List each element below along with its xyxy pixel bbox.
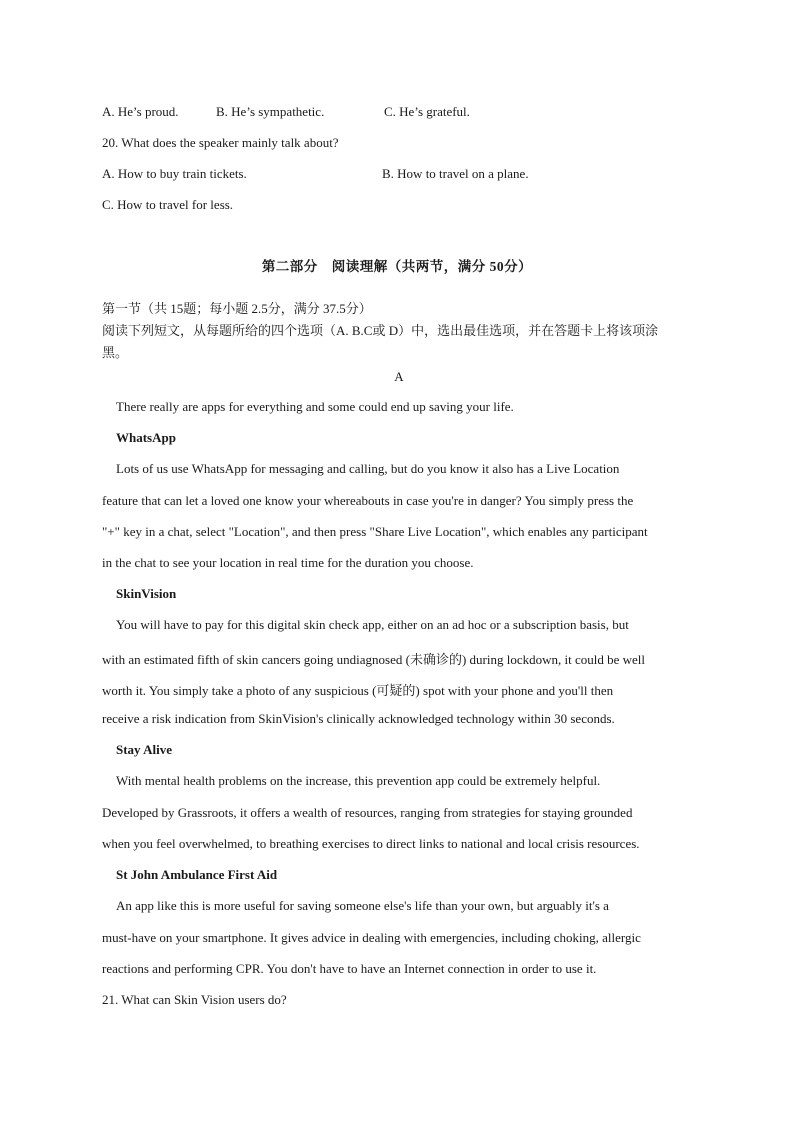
whatsapp-line: feature that can let a loved one know your whereabouts in case you're in danger? You simply press the	[102, 493, 634, 508]
stayalive-line: when you feel overwhelmed, to breathing exercises to direct links to national and local crisis resources.	[102, 836, 640, 851]
q19-option-a: A. He’s proud.	[102, 104, 179, 119]
q19-option-c: C. He’s grateful.	[384, 104, 470, 119]
skinvision-line: receive a risk indication from SkinVision's clinically acknowledged technology within 30 seconds.	[102, 711, 615, 726]
q20-option-a: A. How to buy train tickets.	[102, 166, 247, 181]
passage-label: A	[394, 369, 404, 384]
q20-option-b: B. How to travel on a plane.	[382, 166, 529, 181]
stjohn-line: reactions and performing CPR. You don't have to have an Internet connection in order to use it.	[102, 961, 597, 976]
instruction-line-1: 阅读下列短文，从每题所给的四个选项（A. B.C或 D）中，选出最佳选项，并在答题卡上将该项涂	[102, 323, 659, 338]
skinvision-line: You will have to pay for this digital skin check app, either on an ad hoc or a subscription basis, but	[116, 617, 629, 632]
whatsapp-line: "+" key in a chat, select "Location", and then press "Share Live Location", which enables any participant	[102, 524, 648, 539]
skinvision-line: with an estimated fifth of skin cancers going undiagnosed (未确诊的) during lockdown, it could be well	[102, 652, 645, 667]
passage-intro: There really are apps for everything and some could end up saving your life.	[116, 399, 514, 414]
whatsapp-heading: WhatsApp	[116, 430, 176, 445]
skinvision-line: worth it. You simply take a photo of any suspicious (可疑的) spot with your phone and you'll then	[102, 683, 614, 698]
stayalive-heading: Stay Alive	[116, 742, 172, 757]
whatsapp-line: Lots of us use WhatsApp for messaging and calling, but do you know it also has a Live Location	[116, 461, 620, 476]
whatsapp-line: in the chat to see your location in real time for the duration you choose.	[102, 555, 474, 570]
q21-stem: 21. What can Skin Vision users do?	[102, 992, 287, 1007]
q20-stem: 20. What does the speaker mainly talk about?	[102, 135, 339, 150]
stjohn-heading: St John Ambulance First Aid	[116, 867, 278, 882]
stayalive-line: Developed by Grassroots, it offers a wealth of resources, ranging from strategies for staying grounded	[102, 805, 633, 820]
q19-option-b: B. He’s sympathetic.	[216, 104, 325, 119]
skinvision-heading: SkinVision	[116, 586, 177, 601]
stjohn-line: must-have on your smartphone. It gives advice in dealing with emergencies, including choking, allergic	[102, 930, 641, 945]
stayalive-line: With mental health problems on the increase, this prevention app could be extremely helpful.	[116, 773, 601, 788]
part2-title: 第二部分 阅读理解（共两节，满分 50分）	[261, 259, 533, 274]
instruction-line-2: 黑。	[102, 345, 129, 360]
stjohn-line: An app like this is more useful for saving someone else's life than your own, but arguably it's a	[116, 898, 609, 913]
q20-option-c: C. How to travel for less.	[102, 197, 234, 212]
section1-title: 第一节（共 15题；每小题 2.5分，满分 37.5分）	[102, 301, 372, 316]
